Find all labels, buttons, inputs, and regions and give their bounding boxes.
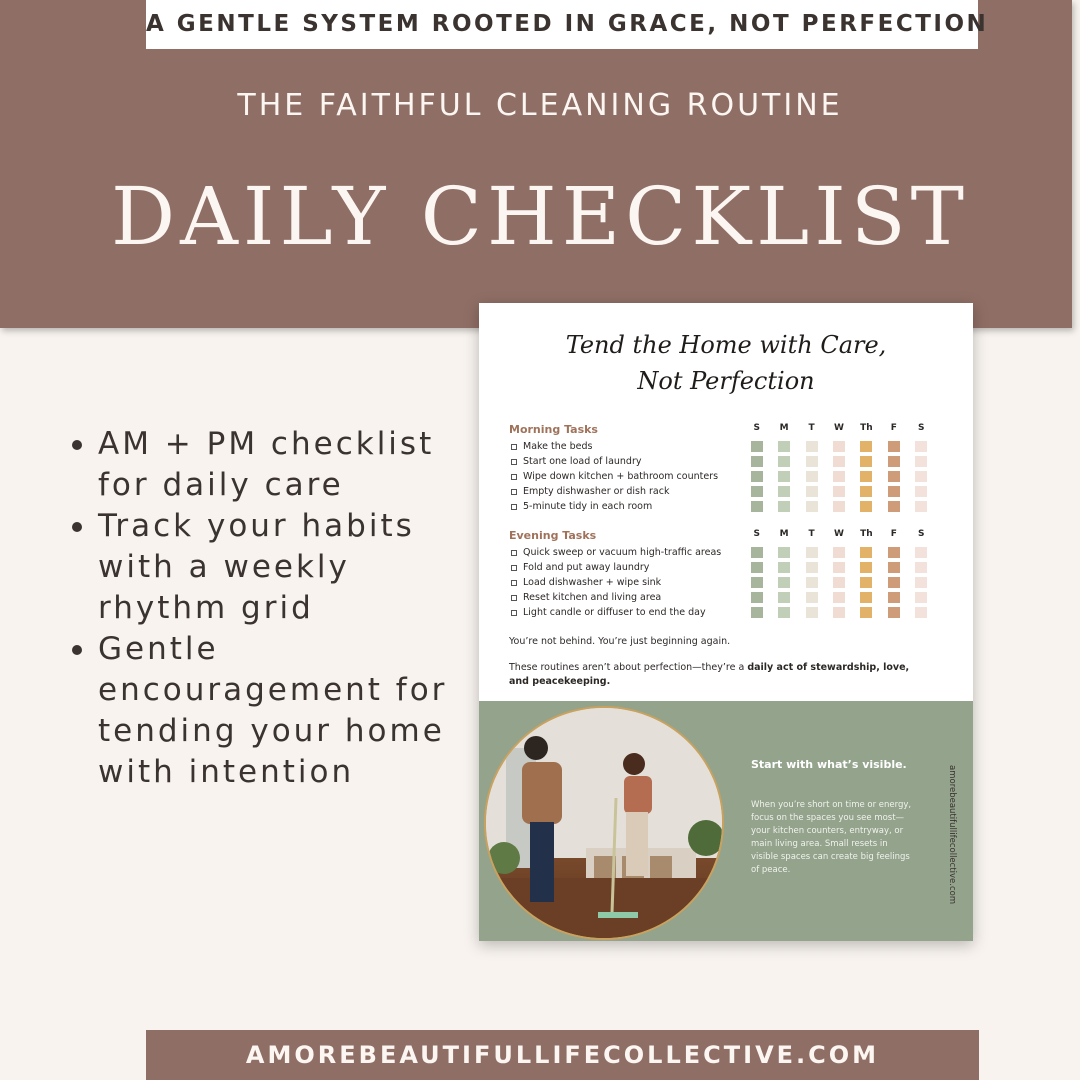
habit-square[interactable] xyxy=(888,607,900,618)
habit-row xyxy=(743,575,935,590)
habit-square[interactable] xyxy=(751,562,763,573)
stewardship-plain: These routines aren’t about perfection—they’re a xyxy=(509,662,748,673)
habit-square[interactable] xyxy=(915,607,927,618)
habit-cell xyxy=(770,607,797,618)
habit-square[interactable] xyxy=(778,456,790,467)
habit-cell xyxy=(798,501,825,512)
habit-square[interactable] xyxy=(860,471,872,482)
day-header: M xyxy=(779,529,789,539)
task-label: Empty dishwasher or dish rack xyxy=(523,486,670,497)
tip-body: When you’re short on time or energy, focus on the spaces you see most—your kitchen counters, entryway, or main living area. Small resets in visible spaces can create big feelings of peace. xyxy=(751,800,912,875)
bullet-icon xyxy=(72,440,82,450)
page-title: DAILY CHECKLIST xyxy=(110,170,969,263)
habit-cell xyxy=(743,501,770,512)
task-checkbox[interactable] xyxy=(511,580,517,586)
morning-habit-grid xyxy=(743,439,935,514)
habit-row xyxy=(743,499,935,514)
task-label: Load dishwasher + wipe sink xyxy=(523,577,662,588)
tip-heading: Start with what’s visible. xyxy=(751,758,907,771)
habit-cell xyxy=(743,456,770,467)
habit-cell xyxy=(880,592,907,603)
habit-cell xyxy=(798,456,825,467)
day-header: W xyxy=(834,423,844,433)
habit-square[interactable] xyxy=(888,456,900,467)
habit-square[interactable] xyxy=(751,456,763,467)
evening-habit-grid xyxy=(743,545,935,620)
task-row xyxy=(511,545,741,560)
habit-square[interactable] xyxy=(778,471,790,482)
tagline: A GENTLE SYSTEM ROOTED IN GRACE, NOT PERFECTION xyxy=(146,0,978,49)
task-label: 5-minute tidy in each room xyxy=(523,501,653,512)
habit-cell xyxy=(853,471,880,482)
habit-square[interactable] xyxy=(751,592,763,603)
habit-square[interactable] xyxy=(806,501,818,512)
habit-row xyxy=(743,605,935,620)
task-label: Start one load of laundry xyxy=(523,456,642,467)
vertical-url-text: amorebeautifullifecollective.com xyxy=(947,765,957,905)
header-banner xyxy=(0,0,1072,328)
habit-cell xyxy=(770,486,797,497)
habit-cell xyxy=(853,547,880,558)
habit-cell xyxy=(798,607,825,618)
habit-cell xyxy=(880,486,907,497)
habit-cell xyxy=(908,577,935,588)
habit-cell xyxy=(908,501,935,512)
habit-cell xyxy=(798,486,825,497)
task-checkbox[interactable] xyxy=(511,489,517,495)
feature-item xyxy=(70,629,450,793)
habit-cell xyxy=(908,592,935,603)
habit-square[interactable] xyxy=(833,577,845,588)
bullet-icon xyxy=(72,522,82,532)
habit-square[interactable] xyxy=(915,501,927,512)
tip-panel xyxy=(479,701,973,941)
habit-cell xyxy=(798,441,825,452)
stewardship-text xyxy=(509,661,929,689)
feature-item xyxy=(70,424,450,506)
task-row xyxy=(511,469,741,484)
checklist-preview xyxy=(479,303,973,941)
script-title-line: Tend the Home with Care, xyxy=(565,331,887,359)
habit-square[interactable] xyxy=(778,441,790,452)
task-label: Quick sweep or vacuum high-traffic areas xyxy=(523,547,722,558)
habit-cell xyxy=(770,456,797,467)
habit-cell xyxy=(880,471,907,482)
habit-square[interactable] xyxy=(833,547,845,558)
habit-square[interactable] xyxy=(806,607,818,618)
habit-cell xyxy=(880,607,907,618)
habit-square[interactable] xyxy=(806,562,818,573)
habit-square[interactable] xyxy=(751,501,763,512)
habit-cell xyxy=(908,441,935,452)
habit-square[interactable] xyxy=(888,592,900,603)
habit-square[interactable] xyxy=(778,592,790,603)
task-row xyxy=(511,439,741,454)
habit-square[interactable] xyxy=(915,547,927,558)
habit-cell xyxy=(825,456,852,467)
task-label: Reset kitchen and living area xyxy=(523,592,662,603)
day-header: F xyxy=(890,423,897,433)
habit-cell xyxy=(743,562,770,573)
habit-square[interactable] xyxy=(888,577,900,588)
habit-square[interactable] xyxy=(806,441,818,452)
task-label: Wipe down kitchen + bathroom counters xyxy=(523,471,719,482)
habit-cell xyxy=(798,547,825,558)
day-header: Th xyxy=(860,529,873,539)
habit-square[interactable] xyxy=(888,547,900,558)
habit-cell xyxy=(743,486,770,497)
habit-square[interactable] xyxy=(860,501,872,512)
task-row xyxy=(511,560,741,575)
morning-heading: Morning Tasks xyxy=(509,423,598,436)
task-row xyxy=(511,454,741,469)
habit-cell xyxy=(770,441,797,452)
habit-cell xyxy=(825,441,852,452)
encouragement-text: You’re not behind. You’re just beginning again. xyxy=(509,636,731,647)
habit-cell xyxy=(908,486,935,497)
habit-cell xyxy=(908,471,935,482)
habit-row xyxy=(743,590,935,605)
habit-cell xyxy=(853,501,880,512)
task-row xyxy=(511,605,741,620)
morning-task-list xyxy=(511,439,741,514)
habit-square[interactable] xyxy=(860,486,872,497)
habit-square[interactable] xyxy=(833,486,845,497)
habit-cell xyxy=(853,562,880,573)
habit-cell xyxy=(825,577,852,588)
habit-cell xyxy=(743,592,770,603)
habit-cell xyxy=(825,607,852,618)
habit-square[interactable] xyxy=(860,456,872,467)
habit-cell xyxy=(908,547,935,558)
habit-cell xyxy=(770,501,797,512)
task-row xyxy=(511,499,741,514)
habit-square[interactable] xyxy=(833,471,845,482)
habit-square[interactable] xyxy=(806,486,818,497)
footer-url[interactable]: AMOREBEAUTIFULLIFECOLLECTIVE.COM xyxy=(146,1030,979,1080)
habit-row xyxy=(743,439,935,454)
habit-row xyxy=(743,484,935,499)
habit-square[interactable] xyxy=(833,607,845,618)
habit-square[interactable] xyxy=(778,501,790,512)
task-label: Make the beds xyxy=(523,441,593,452)
task-row xyxy=(511,575,741,590)
habit-square[interactable] xyxy=(915,441,927,452)
day-header: F xyxy=(890,529,897,539)
evening-heading: Evening Tasks xyxy=(509,529,597,542)
habit-square[interactable] xyxy=(806,592,818,603)
habit-square[interactable] xyxy=(915,592,927,603)
habit-cell xyxy=(880,441,907,452)
habit-square[interactable] xyxy=(751,547,763,558)
habit-square[interactable] xyxy=(833,501,845,512)
habit-cell xyxy=(908,607,935,618)
habit-square[interactable] xyxy=(751,441,763,452)
habit-row xyxy=(743,545,935,560)
habit-square[interactable] xyxy=(860,577,872,588)
habit-square[interactable] xyxy=(860,547,872,558)
habit-cell xyxy=(743,577,770,588)
habit-cell xyxy=(825,547,852,558)
habit-square[interactable] xyxy=(860,607,872,618)
habit-square[interactable] xyxy=(860,562,872,573)
habit-square[interactable] xyxy=(888,441,900,452)
habit-cell xyxy=(880,562,907,573)
habit-square[interactable] xyxy=(778,562,790,573)
habit-square[interactable] xyxy=(778,547,790,558)
day-header: T xyxy=(808,423,815,433)
habit-square[interactable] xyxy=(888,501,900,512)
habit-square[interactable] xyxy=(888,562,900,573)
photo-illustration xyxy=(486,708,724,940)
subtitle: THE FAITHFUL CLEANING ROUTINE xyxy=(237,88,843,123)
habit-square[interactable] xyxy=(915,456,927,467)
habit-square[interactable] xyxy=(751,607,763,618)
feature-item xyxy=(70,506,450,629)
habit-square[interactable] xyxy=(860,592,872,603)
habit-square[interactable] xyxy=(778,577,790,588)
day-header: S xyxy=(753,423,760,433)
habit-cell xyxy=(825,592,852,603)
evening-task-list xyxy=(511,545,741,620)
habit-square[interactable] xyxy=(833,562,845,573)
day-header: W xyxy=(834,529,844,539)
task-checkbox[interactable] xyxy=(511,474,517,480)
habit-cell xyxy=(743,441,770,452)
habit-square[interactable] xyxy=(888,486,900,497)
habit-cell xyxy=(770,562,797,573)
habit-cell xyxy=(853,592,880,603)
task-checkbox[interactable] xyxy=(511,595,517,601)
couple-cleaning-photo xyxy=(484,706,724,940)
habit-square[interactable] xyxy=(751,577,763,588)
habit-cell xyxy=(853,486,880,497)
feature-text: AM + PM checklist for daily care xyxy=(98,426,435,503)
habit-cell xyxy=(770,577,797,588)
habit-cell xyxy=(743,471,770,482)
stewardship-bold: daily act of stewardship, love, and peacekeeping. xyxy=(509,662,910,687)
habit-square[interactable] xyxy=(806,456,818,467)
task-checkbox[interactable] xyxy=(511,610,517,616)
habit-square[interactable] xyxy=(751,486,763,497)
habit-square[interactable] xyxy=(860,441,872,452)
habit-square[interactable] xyxy=(806,547,818,558)
habit-square[interactable] xyxy=(833,441,845,452)
day-header: M xyxy=(779,423,789,433)
task-checkbox[interactable] xyxy=(511,444,517,450)
habit-cell xyxy=(825,471,852,482)
habit-cell xyxy=(853,456,880,467)
habit-square[interactable] xyxy=(778,486,790,497)
habit-cell xyxy=(853,607,880,618)
habit-square[interactable] xyxy=(915,486,927,497)
habit-cell xyxy=(908,562,935,573)
habit-cell xyxy=(880,456,907,467)
feature-text: Track your habits with a weekly rhythm grid xyxy=(98,508,415,626)
day-header: Th xyxy=(860,423,873,433)
habit-cell xyxy=(798,592,825,603)
task-checkbox[interactable] xyxy=(511,459,517,465)
task-label: Fold and put away laundry xyxy=(523,562,650,573)
feature-list xyxy=(70,424,450,793)
habit-cell xyxy=(798,471,825,482)
script-title-line: Not Perfection xyxy=(637,367,815,395)
habit-square[interactable] xyxy=(833,592,845,603)
task-checkbox[interactable] xyxy=(511,550,517,556)
habit-cell xyxy=(798,577,825,588)
habit-cell xyxy=(798,562,825,573)
habit-cell xyxy=(825,562,852,573)
habit-square[interactable] xyxy=(806,471,818,482)
day-header: S xyxy=(753,529,760,539)
habit-cell xyxy=(743,547,770,558)
task-checkbox[interactable] xyxy=(511,504,517,510)
day-header: S xyxy=(918,529,925,539)
script-title xyxy=(479,327,973,399)
habit-row xyxy=(743,454,935,469)
habit-square[interactable] xyxy=(806,577,818,588)
bullet-icon xyxy=(72,645,82,655)
habit-cell xyxy=(853,441,880,452)
habit-cell xyxy=(880,547,907,558)
habit-square[interactable] xyxy=(915,562,927,573)
habit-cell xyxy=(770,547,797,558)
habit-cell xyxy=(743,607,770,618)
habit-cell xyxy=(880,577,907,588)
task-label: Light candle or diffuser to end the day xyxy=(523,607,706,618)
day-header: S xyxy=(918,423,925,433)
task-row xyxy=(511,590,741,605)
habit-cell xyxy=(825,486,852,497)
habit-cell xyxy=(825,501,852,512)
morning-day-headers xyxy=(743,423,935,433)
task-row xyxy=(511,484,741,499)
habit-square[interactable] xyxy=(751,471,763,482)
habit-cell xyxy=(853,577,880,588)
habit-row xyxy=(743,560,935,575)
habit-cell xyxy=(880,501,907,512)
evening-day-headers xyxy=(743,529,935,539)
habit-square[interactable] xyxy=(833,456,845,467)
habit-cell xyxy=(770,592,797,603)
habit-row xyxy=(743,469,935,484)
habit-square[interactable] xyxy=(915,577,927,588)
feature-text: Gentle encouragement for tending your home with intention xyxy=(98,631,448,790)
day-header: T xyxy=(808,529,815,539)
habit-cell xyxy=(908,456,935,467)
habit-square[interactable] xyxy=(915,471,927,482)
habit-square[interactable] xyxy=(888,471,900,482)
task-checkbox[interactable] xyxy=(511,565,517,571)
vertical-url xyxy=(945,765,957,925)
habit-cell xyxy=(770,471,797,482)
habit-square[interactable] xyxy=(778,607,790,618)
